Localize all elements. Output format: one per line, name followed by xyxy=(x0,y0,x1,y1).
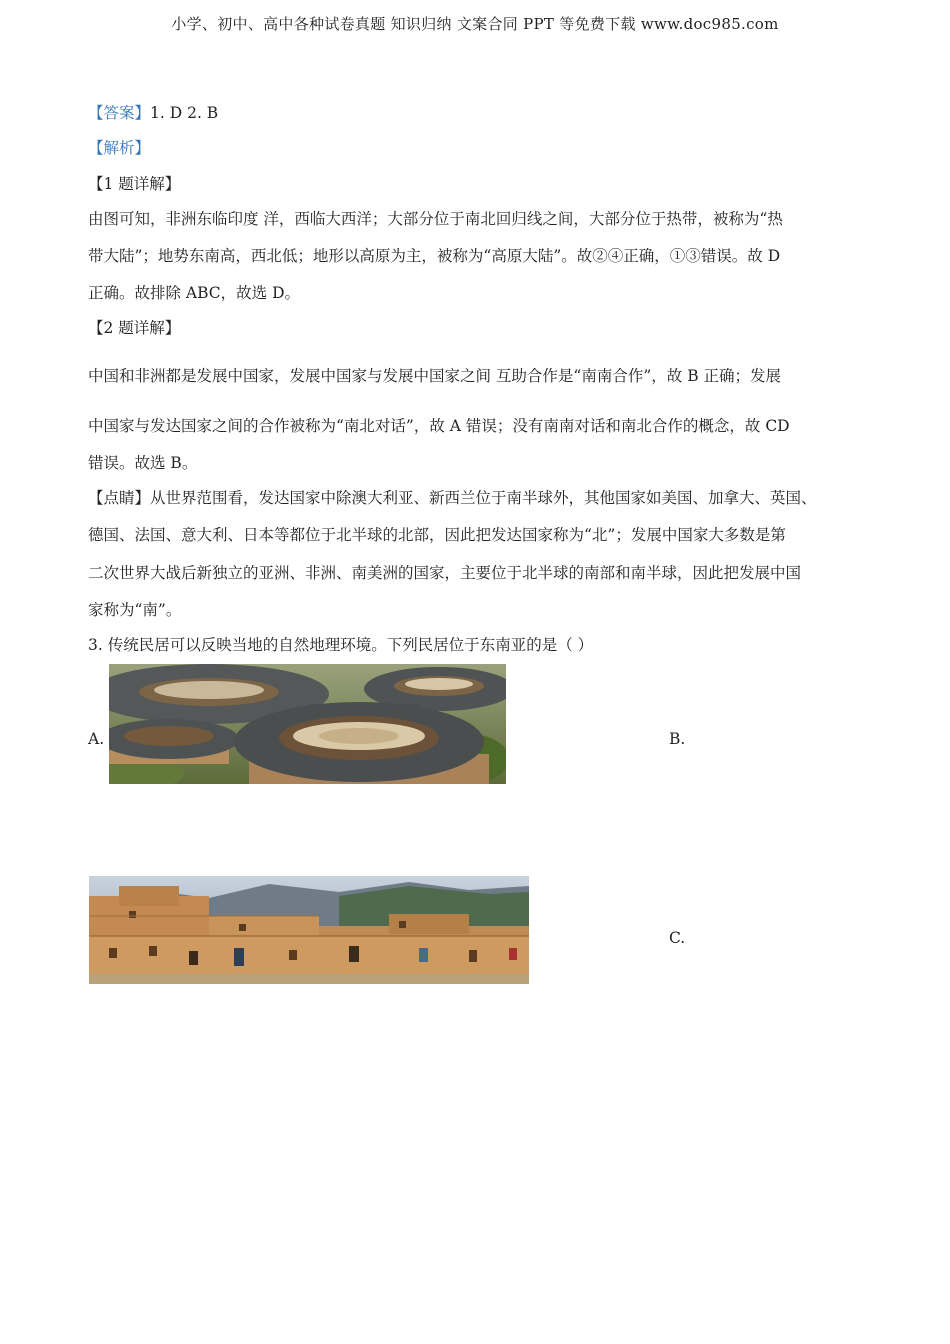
adobe-pueblo-photo xyxy=(89,876,529,984)
q2-detail-heading: 【2 题详解】 xyxy=(88,319,181,337)
option-a-label: A. xyxy=(88,730,105,748)
q1-detail-heading: 【1 题详解】 xyxy=(88,175,181,193)
answer-line xyxy=(88,101,218,123)
analysis-tag: 【解析】 xyxy=(88,139,151,157)
q2-detail-line: 中国家与发达国家之间的合作被称为“南北对话”，故 A 错误；没有南南对话和南北合作的概念，故 CD xyxy=(88,417,790,435)
q3-stem: 3. 传统民居可以反映当地的自然地理环境。下列民居位于东南亚的是（ ） xyxy=(88,636,594,654)
page-header: 小学、初中、高中各种试卷真题 知识归纳 文案合同 PPT 等免费下载 www.doc985.com xyxy=(171,15,779,33)
analysis-line xyxy=(88,136,150,158)
tip-line: 德国、法国、意大利、日本等都位于北半球的北部，因此把发达国家称为“北”；发展中国家大多数是第 xyxy=(88,526,786,544)
q1-detail-line: 正确。故排除 ABC，故选 D。 xyxy=(88,284,301,302)
q2-detail-line: 错误。故选 B。 xyxy=(88,454,198,472)
tulou-photo xyxy=(109,664,506,784)
q2-detail-line: 中国和非洲都是发展中国家，发展中国家与发展中国家之间 互助合作是“南南合作”，故 B 正确；发展 xyxy=(88,367,782,385)
tip-line: 家称为“南”。 xyxy=(88,601,182,619)
q1-detail-line: 由图可知，非洲东临印度 洋，西临大西洋；大部分位于南北回归线之间，大部分位于热带，被称为“热 xyxy=(88,210,783,228)
answer-text: 1. D 2. B xyxy=(150,104,219,122)
option-b-label: B. xyxy=(669,730,686,748)
tip-tag: 【点睛】 xyxy=(88,489,151,507)
tip-line: 二次世界大战后新独立的亚洲、非洲、南美洲的国家，主要位于北半球的南部和南半球，因此把发展中国 xyxy=(88,564,802,582)
option-c-label: C. xyxy=(669,929,686,947)
tip-text: 从世界范围看，发达国家中除澳大利亚、新西兰位于南半球外，其他国家如美国、加拿大、英国、 xyxy=(150,489,817,507)
q1-detail-line: 带大陆”；地势东南高，西北低；地形以高原为主，被称为“高原大陆”。故②④正确，①③错误。故 D xyxy=(88,247,781,265)
answer-tag: 【答案】 xyxy=(88,104,151,122)
tip-line xyxy=(88,486,817,508)
